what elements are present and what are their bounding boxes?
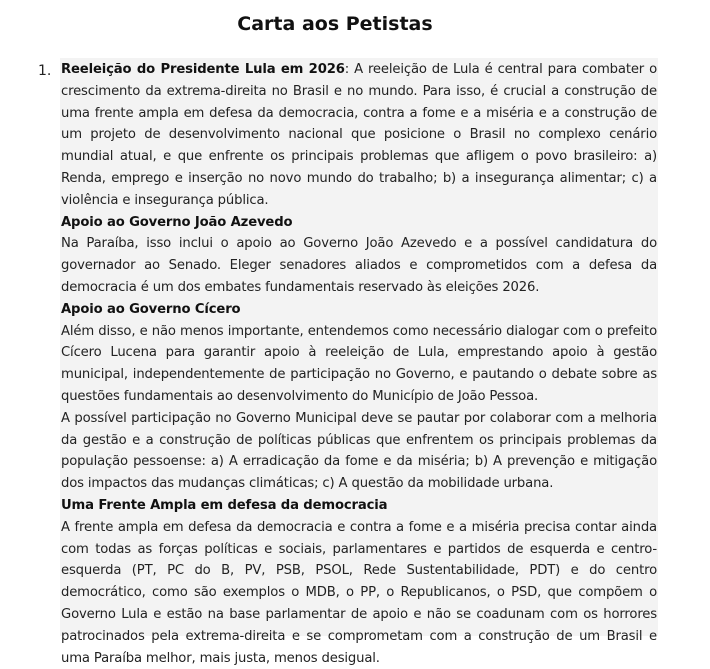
paragraph-joao-azevedo: Na Paraíba, isso inclui o apoio ao Governo João Azevedo e a possível candidatura do governador ao Senado. Eleger senadores aliados e comprometidos com a defesa da democracia é um dos embates fundamentais reservado às eleições 2026. xyxy=(61,236,657,295)
heading-frente-ampla: Uma Frente Ampla em defesa da democracia xyxy=(61,497,388,513)
list-number: 1. xyxy=(38,63,52,79)
text-reeleicao: : A reeleição de Lula é central para combater o crescimento da extrema-direita no Brasil e no mundo. Para isso, é crucial a construção de uma frente ampla em defesa da democracia, contra a fome e a miséria e a construção de um projeto de desenvolvimento nacional que posicione o Brasil no complexo cenário mundial atual, e que enfrente os principais problemas que afligem o povo brasileiro: a) Renda, emprego e inserção no novo mundo do trabalho; b) a insegurança alimentar; c) a violência e insegurança pública. xyxy=(61,62,657,208)
document-title: Carta aos Petistas xyxy=(237,13,433,35)
heading-reeleicao: Reeleição do Presidente Lula em 2026 xyxy=(61,62,345,77)
heading-joao-azevedo: Apoio ao Governo João Azevedo xyxy=(61,214,293,230)
paragraph-cicero-2: A possível participação no Governo Municipal deve se pautar por colaborar com a melhoria da gestão e a construção de políticas públicas que enfrentem os principais problemas da população pessoense: a) A erradicação da fome e da miséria; b) A prevenção e mitigação dos impactos das mudanças climáticas; c) A questão da mobilidade urbana. xyxy=(61,410,657,492)
list-item-content xyxy=(61,59,657,669)
paragraph-frente-ampla: A frente ampla em defesa da democracia e contra a fome e a miséria precisa contar ainda com todas as forças políticas e sociais, parlamentares e partidos de esquerda e centro-esquerda (PT, PC do B, PV, PSB, PSOL, Rede Sustentabilidade, PDT) e do centro democrático, como são exemplos o MDB, o PP, o Republicanos, o PSD, que compõem o Governo Lula e estão na base parlamentar de apoio e não se coadunam com os horrores patrocinados pela extrema-direita e se comprometam com a construção de um Brasil e uma Paraíba melhor, mais justa, menos desigual. xyxy=(61,519,657,666)
paragraph-cicero-1: Além disso, e não menos importante, entendemos como necessário dialogar com o prefeito Cícero Lucena para garantir apoio à reeleição de Lula, emprestando apoio à gestão municipal, independentemente de participação no Governo, e pautando o debate sobre as questões fundamentais ao desenvolvimento do Município de João Pessoa. xyxy=(61,323,657,404)
paragraph-reeleicao xyxy=(61,59,657,212)
heading-cicero: Apoio ao Governo Cícero xyxy=(61,301,241,317)
